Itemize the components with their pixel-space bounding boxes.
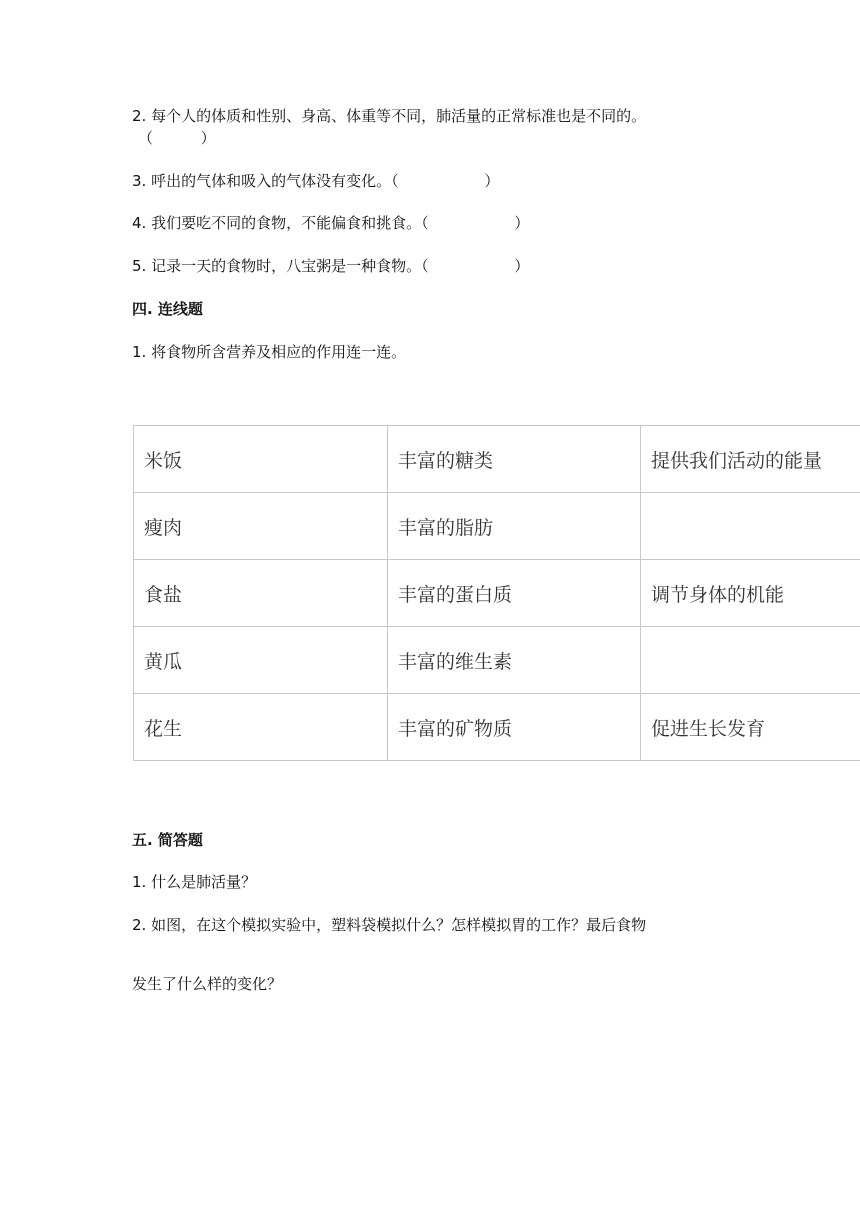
question-4-answer-blank: （ ）: [421, 214, 530, 232]
question-5-answer-blank: （ ）: [421, 257, 530, 275]
effect-cell: 促进生长发育: [641, 694, 860, 761]
food-cell: 花生: [134, 694, 388, 761]
table-row: [134, 560, 860, 627]
question-3-text: 3. 呼出的气体和吸入的气体没有变化。: [132, 172, 392, 190]
short-answer-question-2-line-2: 发生了什么样的变化？: [132, 975, 283, 993]
food-cell: 米饭: [134, 426, 388, 493]
nutrient-cell: 丰富的蛋白质: [388, 560, 641, 627]
table-row: [134, 493, 860, 560]
table-row: [134, 426, 860, 493]
short-answer-question-2-line-1: 2. 如图，在这个模拟实验中，塑料袋模拟什么？怎样模拟胃的工作？最后食物: [132, 916, 647, 934]
effect-cell: [641, 493, 860, 560]
nutrient-cell: 丰富的糖类: [388, 426, 641, 493]
question-3-answer-blank: （ ）: [391, 172, 500, 190]
matching-table: [133, 425, 860, 761]
nutrient-cell: 丰富的脂肪: [388, 493, 641, 560]
effect-cell: 提供我们活动的能量: [641, 426, 860, 493]
question-2-text: 2. 每个人的体质和性别、身高、体重等不同，肺活量的正常标准也是不同的。: [132, 107, 647, 125]
effect-cell: 调节身体的机能: [641, 560, 860, 627]
section-heading-matching: 四. 连线题: [132, 300, 203, 318]
question-3: [132, 171, 499, 191]
question-4: [132, 213, 529, 233]
question-2-answer-blank: （ ）: [138, 129, 216, 147]
food-cell: 瘦肉: [134, 493, 388, 560]
question-5-text: 5. 记录一天的食物时，八宝粥是一种食物。: [132, 257, 422, 275]
question-5: [132, 256, 529, 276]
effect-cell: [641, 627, 860, 694]
section-heading-short-answer: 五. 简答题: [132, 831, 203, 849]
food-cell: 黄瓜: [134, 627, 388, 694]
table-row: [134, 627, 860, 694]
question-4-text: 4. 我们要吃不同的食物，不能偏食和挑食。: [132, 214, 422, 232]
nutrient-cell: 丰富的矿物质: [388, 694, 641, 761]
nutrient-cell: 丰富的维生素: [388, 627, 641, 694]
matching-question: 1. 将食物所含营养及相应的作用连一连。: [132, 343, 407, 361]
table-row: [134, 694, 860, 761]
short-answer-question-1: 1. 什么是肺活量？: [132, 873, 257, 891]
food-cell: 食盐: [134, 560, 388, 627]
